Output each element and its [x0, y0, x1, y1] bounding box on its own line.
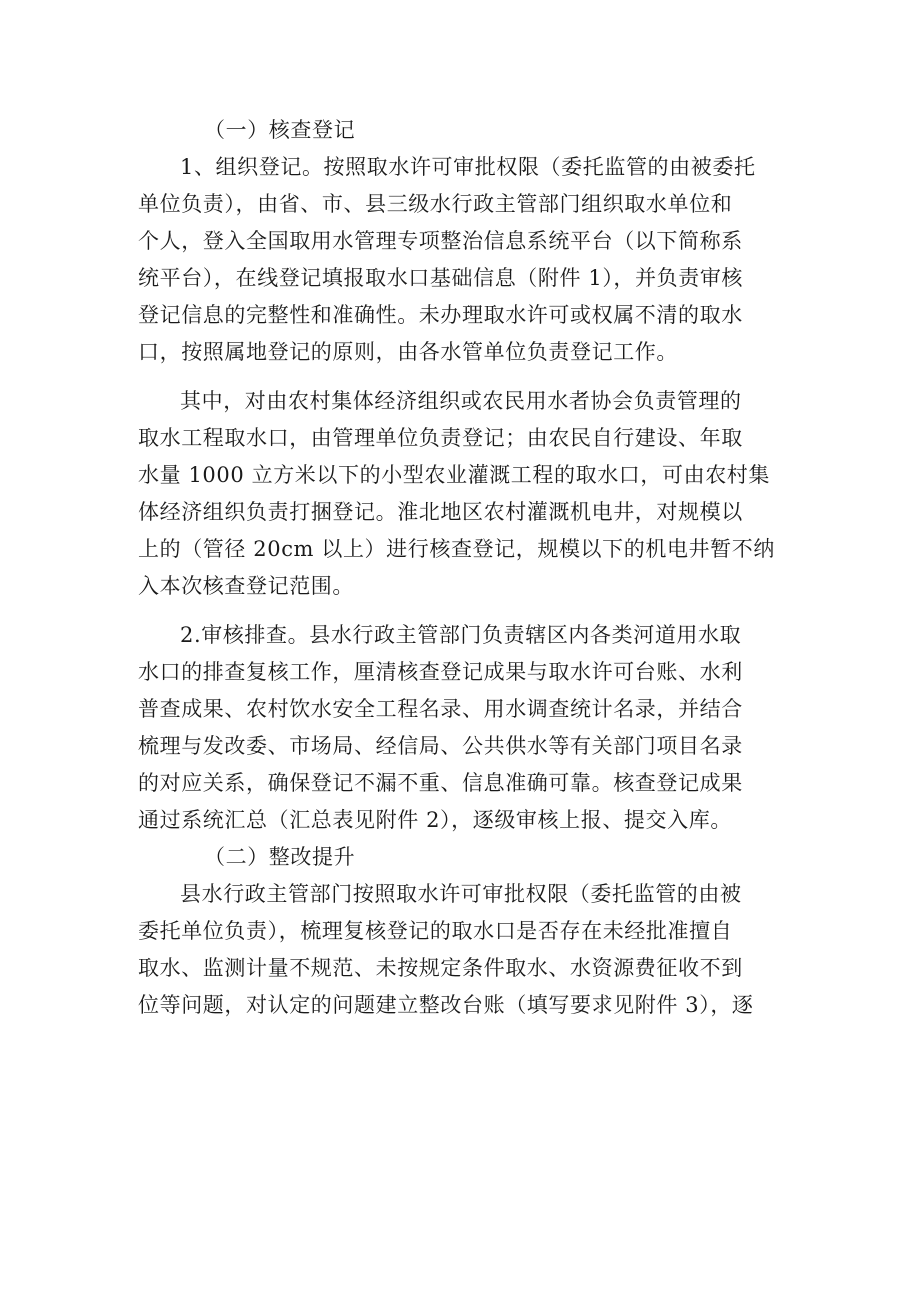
paragraph-gap [138, 371, 790, 383]
paragraph-gap [138, 605, 790, 617]
paragraph-line: 统平台），在线登记填报取水口基础信息（附件 1），并负责审核 [138, 266, 744, 290]
paragraph-line: 位等问题，对认定的问题建立整改台账（填写要求见附件 3），逐 [138, 993, 754, 1017]
paragraph-line: 水量 1000 立方米以下的小型农业灌溉工程的取水口，可由农村集 [138, 463, 770, 487]
paragraph-line: 单位负责），由省、市、县三级水行政主管部门组织取水单位和 [138, 192, 733, 216]
paragraph-line: 通过系统汇总（汇总表见附件 2），逐级审核上报、提交入库。 [138, 808, 732, 832]
paragraph-line: 取水工程取水口，由管理单位负责登记；由农民自行建设、年取 [138, 426, 743, 450]
paragraph-line: 登记信息的完整性和准确性。未办理取水许可或权属不清的取水 [138, 303, 743, 327]
paragraph-line: 其中，对由农村集体经济组织或农民用水者协会负责管理的 [180, 389, 742, 413]
paragraph-line: 普查成果、农村饮水安全工程名录、用水调查统计名录，并结合 [138, 697, 743, 721]
paragraph-line: 委托单位负责），梳理复核登记的取水口是否存在未经批准擅自 [138, 919, 733, 943]
paragraph-line: 上的（管径 20cm 以上）进行核查登记，规模以下的机电井暂不纳 [138, 537, 775, 561]
paragraph-line: 2.审核排查。县水行政主管部门负责辖区内各类河道用水取 [180, 623, 742, 647]
paragraph-line: 1、组织登记。按照取水许可审批权限（委托监管的由被委托 [180, 155, 756, 179]
paragraph-line: 体经济组织负责打捆登记。淮北地区农村灌溉机电井，对规模以 [138, 500, 743, 524]
paragraph-line: 县水行政主管部门按照取水许可审批权限（委托监管的由被 [180, 882, 742, 906]
section-heading-1: （一）核查登记 [204, 118, 356, 142]
paragraph-line: 个人，登入全国取用水管理专项整治信息系统平台（以下简称系 [138, 229, 743, 253]
paragraph-line: 的对应关系，确保登记不漏不重、信息准确可靠。核查登记成果 [138, 771, 743, 795]
paragraph-line: 水口的排查复核工作，厘清核查登记成果与取水许可台账、水利 [138, 660, 743, 684]
paragraph-line: 取水、监测计量不规范、未按规定条件取水、水资源费征收不到 [138, 956, 743, 980]
paragraph-line: 入本次核查登记范围。 [138, 574, 354, 598]
paragraph-line: 梳理与发改委、市场局、经信局、公共供水等有关部门项目名录 [138, 734, 743, 758]
section-heading-2: （二）整改提升 [204, 845, 356, 869]
paragraph-line: 口，按照属地登记的原则，由各水管单位负责登记工作。 [138, 340, 678, 364]
